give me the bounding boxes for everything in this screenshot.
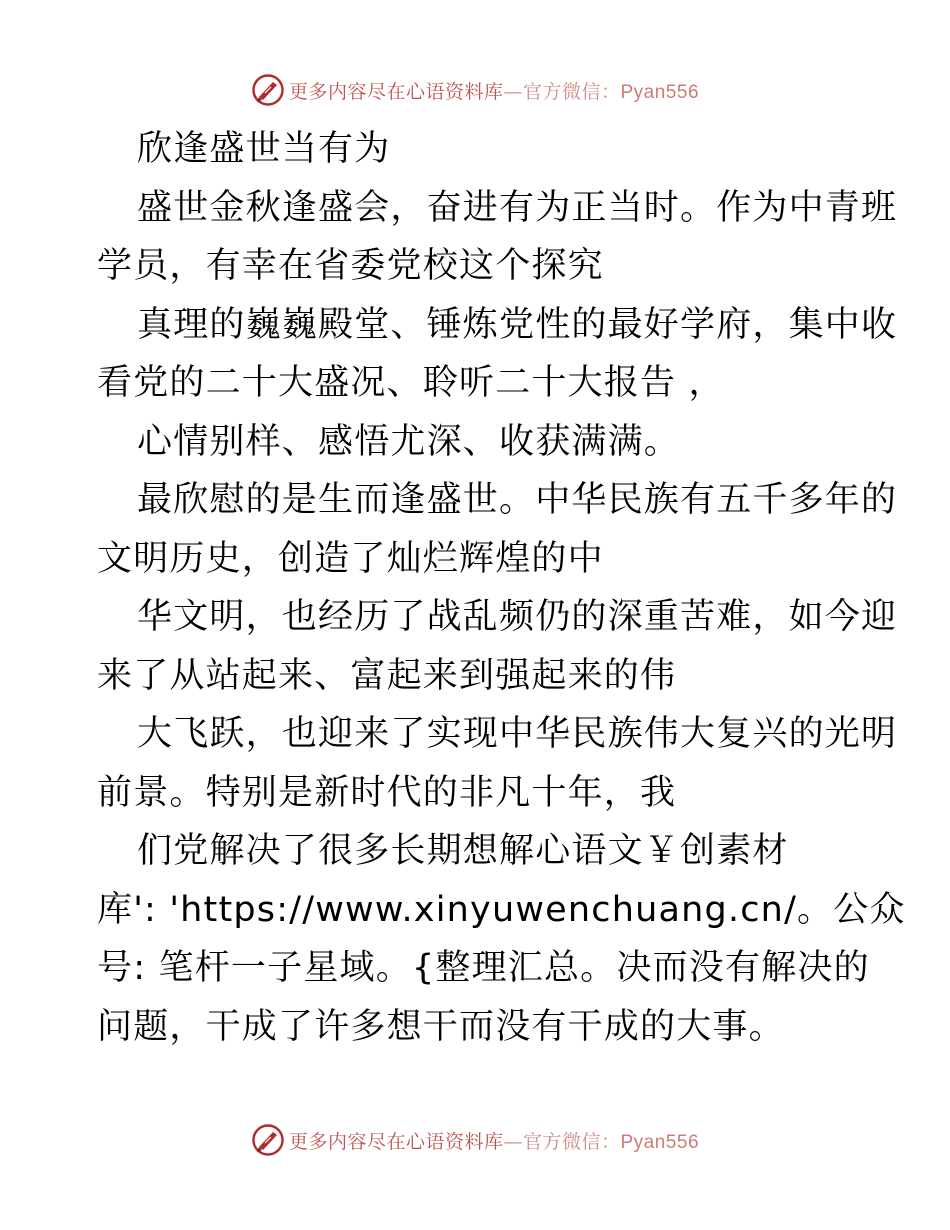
- banner-main-text: 更多内容尽在心语资料库: [288, 80, 504, 103]
- text-line: 心情别样、感悟尤深、收获满满。: [137, 421, 681, 462]
- text-line-url: 库': 'https://www.xinyuwenchuang.cn/。公众: [97, 889, 906, 930]
- pen-logo-icon: [251, 73, 285, 107]
- banner-text: [289, 1127, 699, 1154]
- banner-official-label: 官方微信：: [522, 1130, 621, 1153]
- text-line: 来了从站起来、富起来到强起来的伟: [97, 655, 677, 696]
- banner-text: [289, 77, 699, 104]
- banner-wechat-id: Pyan556: [620, 1131, 700, 1153]
- banner-dash: —: [503, 1130, 523, 1153]
- footer-banner: [0, 1120, 950, 1160]
- text-line: 文明历史，创造了灿烂辉煌的中: [97, 538, 604, 579]
- banner-main-text: 更多内容尽在心语资料库: [288, 1130, 504, 1153]
- pen-logo-icon: [251, 1123, 285, 1157]
- text-line: 学员，有幸在省委党校这个探究: [97, 246, 604, 286]
- text-line: 真理的巍巍殿堂、锤炼党性的最好学府，集中收: [137, 304, 898, 345]
- text-line: 号: 笔杆一子星域。{整理汇总。决而没有解决的: [97, 948, 870, 988]
- document-body: [97, 120, 906, 1056]
- text-line: 盛世金秋逢盛会，奋进有为正当时。作为中青班: [137, 187, 898, 228]
- text-line: 华文明，也经历了战乱频仍的深重苦难，如今迎: [137, 597, 898, 637]
- text-line: 问题，干成了许多想干而没有干成的大事。: [97, 1006, 785, 1047]
- header-banner: [0, 70, 950, 110]
- text-line: 前景。特别是新时代的非凡十年，我: [97, 772, 677, 813]
- banner-dash: —: [503, 80, 523, 103]
- text-line: 看党的二十大盛况、聆听二十大报告 ，: [97, 363, 725, 403]
- document-title: 欣逢盛世当有为: [137, 129, 391, 169]
- text-line: 大飞跃，也迎来了实现中华民族伟大复兴的光明: [137, 714, 898, 754]
- banner-official-label: 官方微信：: [522, 80, 621, 103]
- banner-wechat-id: Pyan556: [620, 81, 700, 103]
- text-line: 最欣慰的是生而逢盛世。中华民族有五千多年的: [137, 480, 898, 520]
- text-line: 们党解决了很多长期想解心语文￥创素材: [137, 831, 789, 871]
